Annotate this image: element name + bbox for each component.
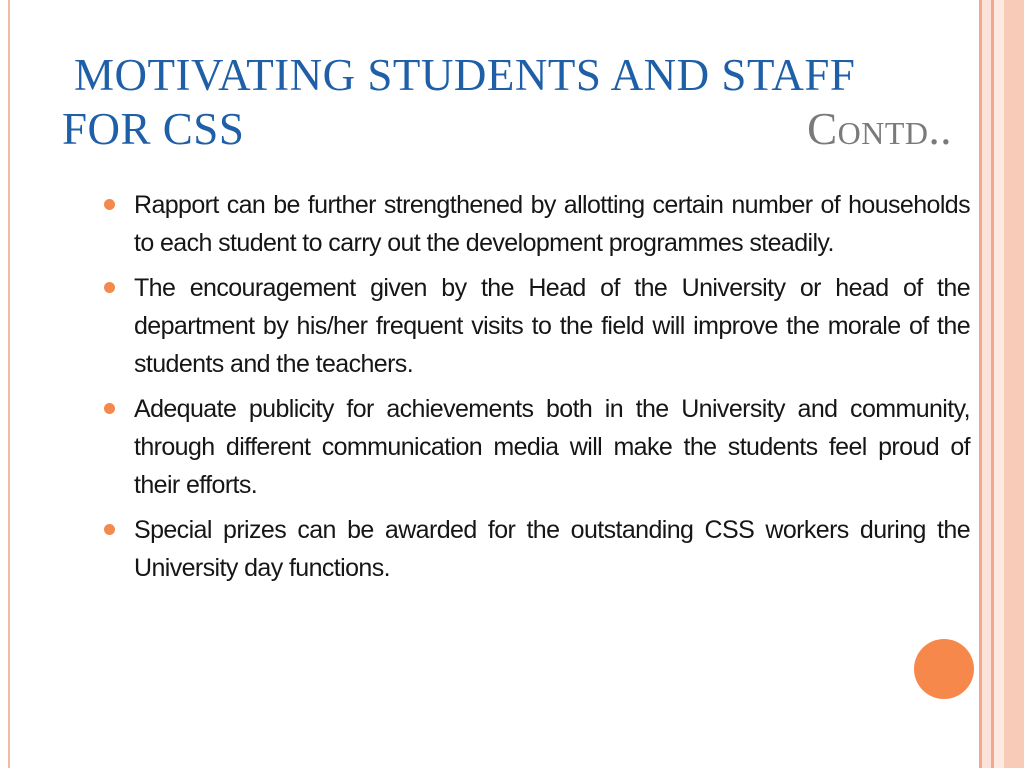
band-stripe	[1004, 0, 1024, 768]
bullet-item	[100, 186, 970, 262]
bullet-dot-icon	[104, 199, 115, 210]
bullet-text: Adequate publicity for achievements both in the University and community, through different communication media will make the students feel proud of their efforts.	[134, 395, 970, 499]
bullet-item	[100, 390, 970, 504]
left-border-line	[8, 0, 10, 768]
bullet-dot-icon	[104, 403, 115, 414]
bullet-item	[100, 511, 970, 587]
title-line-2: FOR CSS	[62, 104, 245, 154]
right-decorative-bands	[979, 0, 1024, 768]
bullet-text: The encouragement given by the Head of the University or head of the department by his/her frequent visits to the field will improve the morale of the students and the teachers.	[134, 274, 970, 378]
bullet-item	[100, 269, 970, 383]
title-line-2-row	[62, 102, 962, 156]
title-contd: Contd..	[807, 104, 952, 154]
bullet-dot-icon	[104, 282, 115, 293]
bullet-text: Rapport can be further strengthened by allotting certain number of households to each student to carry out the development programmes steadily.	[134, 191, 970, 257]
bullet-list	[100, 186, 970, 594]
title-line-1: MOTIVATING STUDENTS AND STAFF	[74, 50, 856, 100]
slide-title	[62, 48, 962, 156]
band-stripe	[994, 0, 1004, 768]
bullet-text: Special prizes can be awarded for the outstanding CSS workers during the University day functions.	[134, 516, 970, 582]
bullet-dot-icon	[104, 524, 115, 535]
band-stripe	[982, 0, 991, 768]
decorative-circle	[914, 639, 974, 699]
